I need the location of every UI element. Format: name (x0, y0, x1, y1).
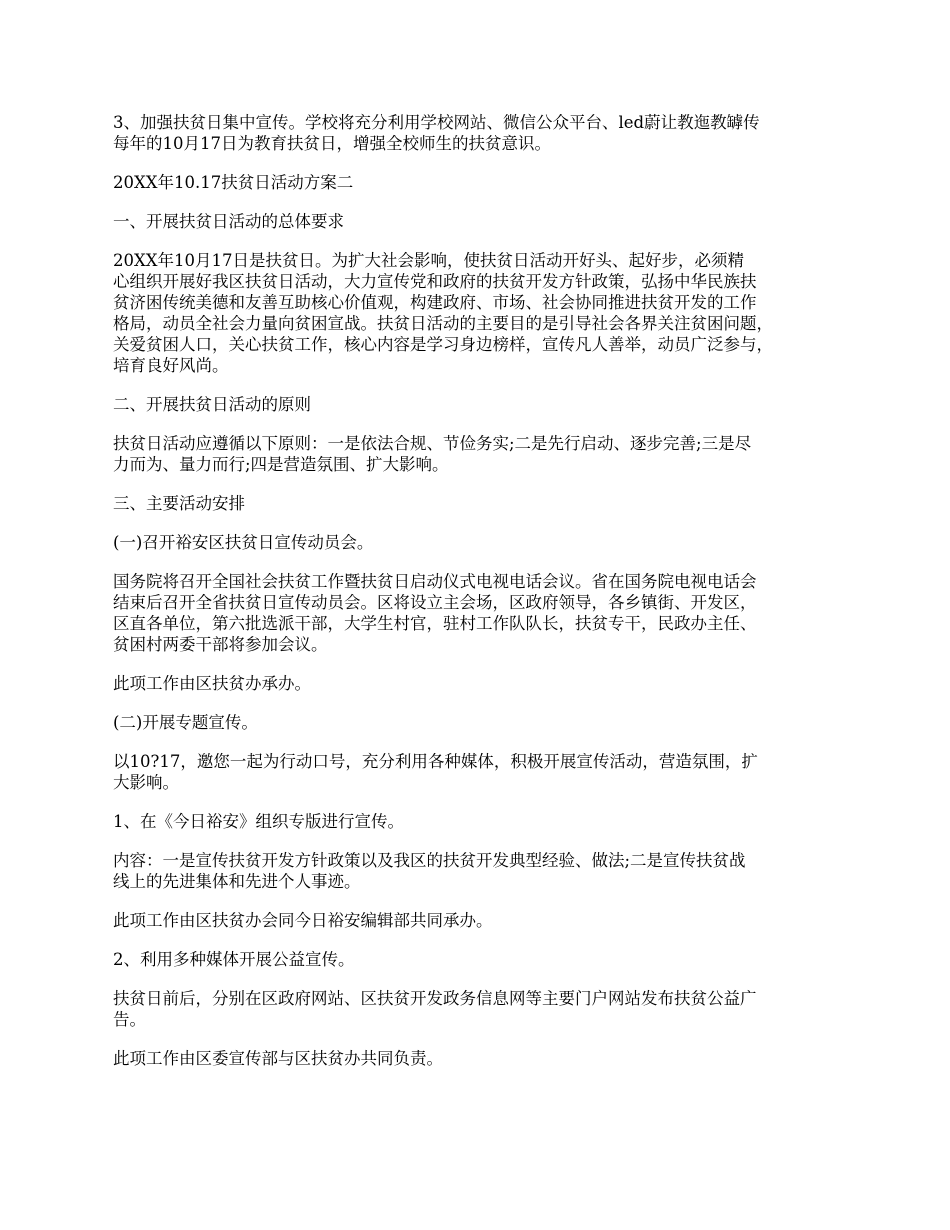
text-line: (一)召开裕安区扶贫日宣传动员会。 (113, 533, 374, 552)
text-line: 心组织开展好我区扶贫日活动，大力宣传党和政府的扶贫开发方针政策，弘扬中华民族扶 (113, 272, 757, 291)
text-line: 关爱贫困人口，关心扶贫工作，核心内容是学习身边榜样，宣传凡人善举，动员广泛参与， (113, 335, 773, 354)
text-line: 此项工作由区扶贫办会同今日裕安编辑部共同承办。 (113, 911, 493, 930)
text-line: 一、开展扶贫日活动的总体要求 (113, 212, 344, 231)
text-line: 20XX年10.17扶贫日活动方案二 (113, 173, 354, 192)
text-line: 此项工作由区扶贫办承办。 (113, 674, 311, 693)
text-line: 线上的先进集体和先进个人事迹。 (113, 872, 361, 891)
paragraph-mobilization-meeting (113, 571, 843, 655)
text-line: 每年的10月17日为教育扶贫日，增强全校师生的扶贫意识。 (113, 134, 551, 153)
text-line: 三、主要活动安排 (113, 494, 245, 513)
text-line: 3、加强扶贫日集中宣传。学校将充分利用学校网站、微信公众平台、led蔚让教迤教罅传 (113, 113, 760, 132)
text-line: 20XX年10月17日是扶贫日。为扩大社会影响，使扶贫日活动开好头、起好步，必须精 (113, 251, 744, 270)
text-line: 内容：一是宣传扶贫开发方针政策以及我区的扶贫开发典型经验、做法;二是宣传扶贫战 (113, 851, 746, 870)
heading-general-requirements (113, 211, 843, 232)
subheading-mobilization-meeting (113, 532, 843, 553)
paragraph-content (113, 850, 843, 892)
text-line: 1、在《今日裕安》组织专版进行宣传。 (113, 812, 404, 831)
text-line: 贫济困传统美德和友善互助核心价值观，构建政府、市场、社会协同推进扶贫开发的工作 (113, 293, 757, 312)
text-line: 扶贫日活动应遵循以下原则：一是依法合规、节俭务实;二是先行启动、逐步完善;三是尽 (113, 434, 752, 453)
text-line: 二、开展扶贫日活动的原则 (113, 395, 311, 414)
text-line: 区直各单位，第六批选派干部，大学生村官，驻村工作队队长，扶贫专干，民政办主任、 (113, 614, 757, 633)
text-line: 以10?17，邀您一起为行动口号，充分利用各种媒体，积极开展宣传活动，营造氛围，扩 (113, 752, 758, 771)
text-line: 此项工作由区委宣传部与区扶贫办共同负责。 (113, 1049, 443, 1068)
paragraph-general-requirements (113, 250, 843, 376)
paragraph-websites (113, 988, 843, 1030)
paragraph-publicity-3 (113, 112, 843, 154)
item-media-publicity (113, 949, 843, 970)
paragraph-slogan (113, 751, 843, 793)
text-line: 大影响。 (113, 773, 179, 792)
text-line: 结束后召开全省扶贫日宣传动员会。区将设立主会场，区政府领导，各乡镇街、开发区， (113, 593, 757, 612)
paragraph-responsible (113, 1048, 843, 1069)
item-special-edition (113, 811, 843, 832)
text-line: 培育良好风尚。 (113, 356, 229, 375)
text-line: 贫困村两委干部将参加会议。 (113, 635, 328, 654)
text-line: 扶贫日前后，分别在区政府网站、区扶贫开发政务信息网等主要门户网站发布扶贫公益广 (113, 989, 757, 1008)
text-line: 2、利用多种媒体开展公益宣传。 (113, 950, 355, 969)
document-page (113, 112, 843, 1087)
text-line: 格局，动员全社会力量向贫困宣战。扶贫日活动的主要目的是引导社会各界关注贫困问题， (113, 314, 773, 333)
section-title-plan-two (113, 172, 843, 193)
subheading-special-publicity (113, 712, 843, 733)
heading-principles (113, 394, 843, 415)
text-line: 告。 (113, 1010, 146, 1029)
paragraph-undertaker-1 (113, 673, 843, 694)
text-line: (二)开展专题宣传。 (113, 713, 258, 732)
heading-main-activities (113, 493, 843, 514)
paragraph-principles (113, 433, 843, 475)
text-line: 国务院将召开全国社会扶贫工作暨扶贫日启动仪式电视电话会议。省在国务院电视电话会 (113, 572, 757, 591)
text-line: 力而为、量力而行;四是营造氛围、扩大影响。 (113, 455, 449, 474)
paragraph-undertaker-2 (113, 910, 843, 931)
